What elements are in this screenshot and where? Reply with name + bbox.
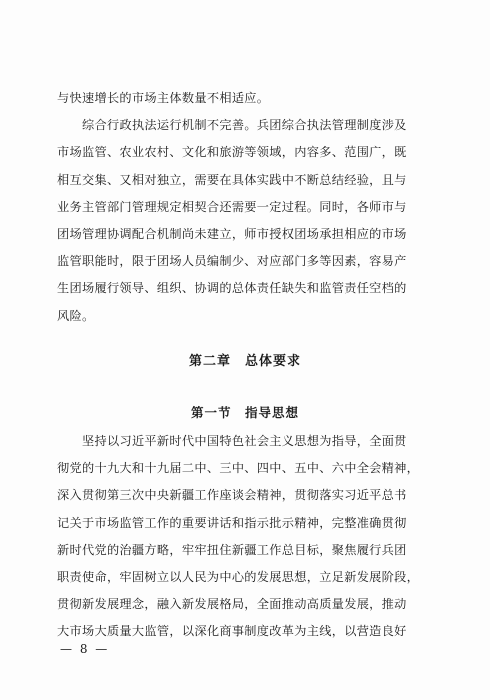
page-number: — 8 — <box>60 642 110 656</box>
text-line: 风险。 <box>57 308 95 323</box>
body-text-block-1 <box>57 85 437 330</box>
text-line: 深入贯彻第三次中央新疆工作座谈会精神，贯彻落实习近平总书 <box>57 488 407 503</box>
text-line: 业务主管部门管理规定相契合还需要一定过程。同时，各师市与 <box>57 199 407 214</box>
text-line: 监管职能时，限于团场人员编制少、对应部门多等因素，容易产 <box>57 254 407 269</box>
text-line: 团场管理协调配合机制尚未建立，师市授权团场承担相应的市场 <box>57 227 407 242</box>
body-text-block-2 <box>57 428 437 646</box>
text-line: 职责使命，牢固树立以人民为中心的发展思想，立足新发展阶段， <box>57 570 420 585</box>
section-heading: 第一节 指导思想 <box>190 405 299 420</box>
text-line: 贯彻新发展理念，融入新发展格局，全面推动高质量发展，推动 <box>57 597 407 612</box>
text-line: 大市场大质量大监管，以深化商事制度改革为主线，以营造良好 <box>57 624 407 639</box>
text-line: 与快速增长的市场主体数量不相适应。 <box>57 91 270 105</box>
text-line: 综合行政执法运行机制不完善。兵团综合执法管理制度涉及 <box>82 118 407 133</box>
text-line: 相互交集、又相对独立，需要在具体实践中不断总结经验，且与 <box>57 172 407 187</box>
text-line: 彻党的十九大和十九届二中、三中、四中、五中、六中全会精神， <box>57 461 420 476</box>
text-line: 记关于市场监管工作的重要讲话和指示批示精神，完整准确贯彻 <box>57 515 407 530</box>
text-line: 坚持以习近平新时代中国特色社会主义思想为指导，全面贯 <box>82 434 407 448</box>
chapter-heading: 第二章 总体要求 <box>188 354 301 369</box>
text-line: 生团场履行领导、组织、协调的总体责任缺失和监管责任空档的 <box>57 281 407 296</box>
text-line: 市场监管、农业农村、文化和旅游等领域，内容多、范围广，既 <box>57 145 407 160</box>
text-line: 新时代党的治疆方略，牢牢扭住新疆工作总目标，聚焦履行兵团 <box>57 542 407 557</box>
